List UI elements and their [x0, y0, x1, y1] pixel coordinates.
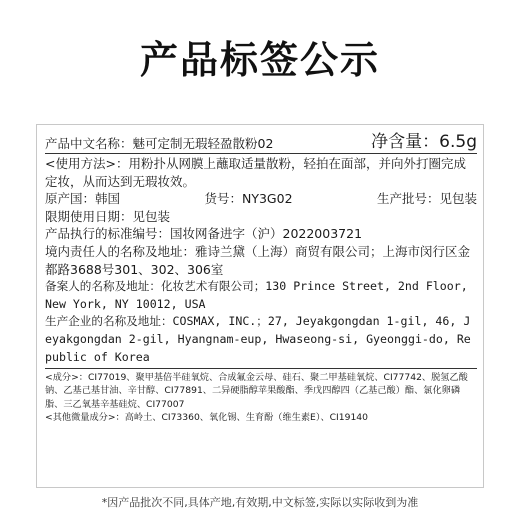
ingredients-divider [45, 368, 477, 369]
product-label [36, 124, 484, 488]
page-title: 产品标签公示 [139, 38, 380, 82]
label-main-info [45, 154, 477, 366]
ingredients-list: <成分>：CI77019、聚甲基倍半硅氧烷、合成氟金云母、硅石、聚二甲基硅氧烷、CI77742、脱氢乙酸钠、乙基己基甘油、辛甘醇、CI77891、二异硬脂醇苹果酸酯、季戊四醇四（乙基己酸）酯、氯化卵磷脂、三乙氧基辛基硅烷、CI77007 [45, 372, 468, 410]
net-content: 净含量：6.5g [371, 132, 477, 152]
product-name: 产品中文名称：魅可定制无瑕轻盈散粉02 [45, 136, 274, 151]
domestic-responsible-party: 境内责任人的名称及地址：雅诗兰黛（上海）商贸有限公司；上海市闵行区金都路3688号301、302、306室 [45, 243, 471, 277]
standard-number: 产品执行的标准编号：国妆网备进字（沪）2022003721 [45, 226, 363, 242]
usage-instructions: <使用方法>：用粉扑从网膜上蘸取适量散粉，轻拍在面部，并向外打圈完成定妆，从而达到无瑕妆效。 [45, 156, 466, 189]
manufacturer-info: 生产企业的名称及地址：COSMAX, INC.；27, Jeyakgongdan 1-gil, 46, Jeyakgongdan 2-gil, Hyangnam-eup, Hwaseong-si, Gyeonggi-do, Republic of Korea [45, 314, 471, 364]
footnote: *因产品批次不同,具体产地,有效期,中文标签,实际以实际收到为准 [101, 496, 419, 509]
expiry-date: 限期使用日期：见包装 [45, 208, 171, 224]
origin-country: 原产国：韩国 [45, 191, 121, 207]
origin-item-batch-row [45, 190, 477, 208]
label-content [45, 129, 477, 424]
trace-ingredients-list: <其他微量成分>：高岭土、CI73360、氧化锡、生育酚（维生素E）、CI19140 [45, 411, 368, 423]
label-header-row [45, 129, 477, 154]
item-number: 货号：NY3G02 [204, 191, 293, 207]
filer-info: 备案人的名称及地址：化妆艺术有限公司；130 Prince Street, 2nd Floor, New York, NY 10012, USA [45, 279, 468, 311]
batch-number: 生产批号：见包装 [376, 191, 477, 207]
